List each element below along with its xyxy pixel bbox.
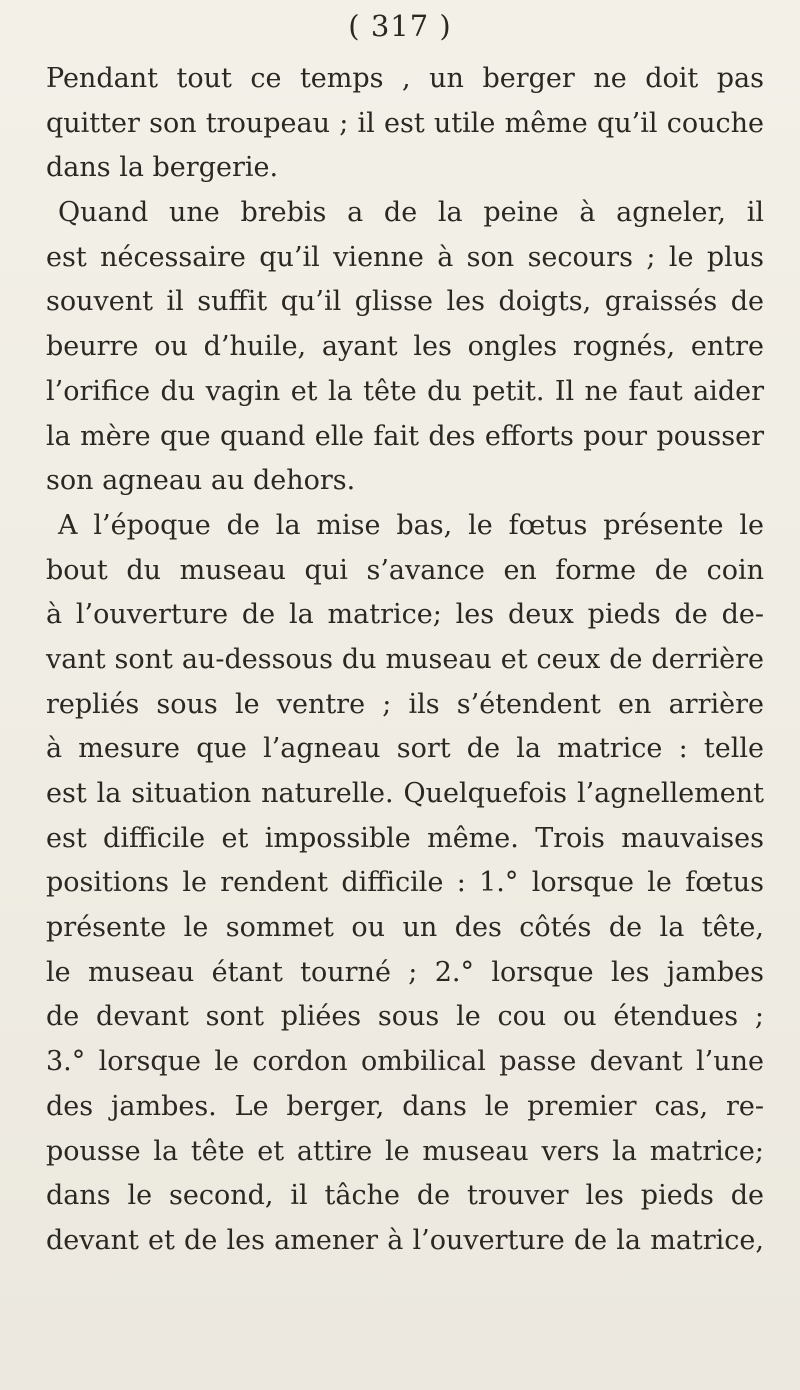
- text-line: la mère que quand elle fait des efforts pour pousser: [46, 420, 764, 452]
- text-line: beurre ou d’huile, ayant les ongles rognés, entre: [46, 331, 764, 363]
- text-line: dans la bergerie.: [46, 152, 279, 184]
- text-line: positions le rendent difficile : 1.° lorsque le fœtus: [46, 867, 764, 899]
- text-line: l’orifice du vagin et la tête du petit. Il ne faut aider: [46, 375, 764, 407]
- text-line: Quand une brebis a de la peine à agneler, il: [58, 197, 764, 229]
- text-line: est difficile et impossible même. Trois mauvaises: [46, 822, 764, 854]
- page-number: ( 317 ): [348, 9, 452, 43]
- text-line: à mesure que l’agneau sort de la matrice : telle: [46, 733, 764, 765]
- text-line: A l’époque de la mise bas, le fœtus présente le: [58, 509, 764, 541]
- text-line: le museau étant tourné ; 2.° lorsque les jambes: [46, 956, 764, 988]
- text-line: de devant sont pliées sous le cou ou étendues ;: [46, 1001, 764, 1033]
- text-line: repliés sous le ventre ; ils s’étendent en arrière: [46, 688, 764, 720]
- body-text: [46, 57, 764, 1264]
- text-line: pousse la tête et attire le museau vers la matrice;: [46, 1135, 764, 1167]
- text-line: 3.° lorsque le cordon ombilical passe devant l’une: [46, 1046, 764, 1078]
- text-line: des jambes. Le berger, dans le premier cas, re-: [46, 1090, 764, 1122]
- text-line: présente le sommet ou un des côtés de la tête,: [46, 912, 764, 944]
- text-line: est la situation naturelle. Quelquefois l’agnellement: [46, 778, 764, 809]
- text-line: souvent il suffit qu’il glisse les doigts, graissés de: [46, 286, 764, 318]
- text-line: bout du museau qui s’avance en forme de coin: [46, 554, 764, 586]
- text-line: est nécessaire qu’il vienne à son secours ; le plus: [46, 241, 764, 273]
- text-line: Pendant tout ce temps , un berger ne doit pas: [46, 63, 764, 94]
- text-line: dans le second, il tâche de trouver les pieds de: [46, 1180, 764, 1212]
- text-line: vant sont au-dessous du museau et ceux de derrière: [46, 643, 764, 675]
- text-line: devant et de les amener à l’ouverture de la matrice,: [46, 1224, 764, 1256]
- text-line: à l’ouverture de la matrice; les deux pieds de de-: [46, 599, 764, 631]
- text-line: quitter son troupeau ; il est utile même qu’il couche: [46, 107, 764, 139]
- text-line: son agneau au dehors.: [46, 465, 356, 497]
